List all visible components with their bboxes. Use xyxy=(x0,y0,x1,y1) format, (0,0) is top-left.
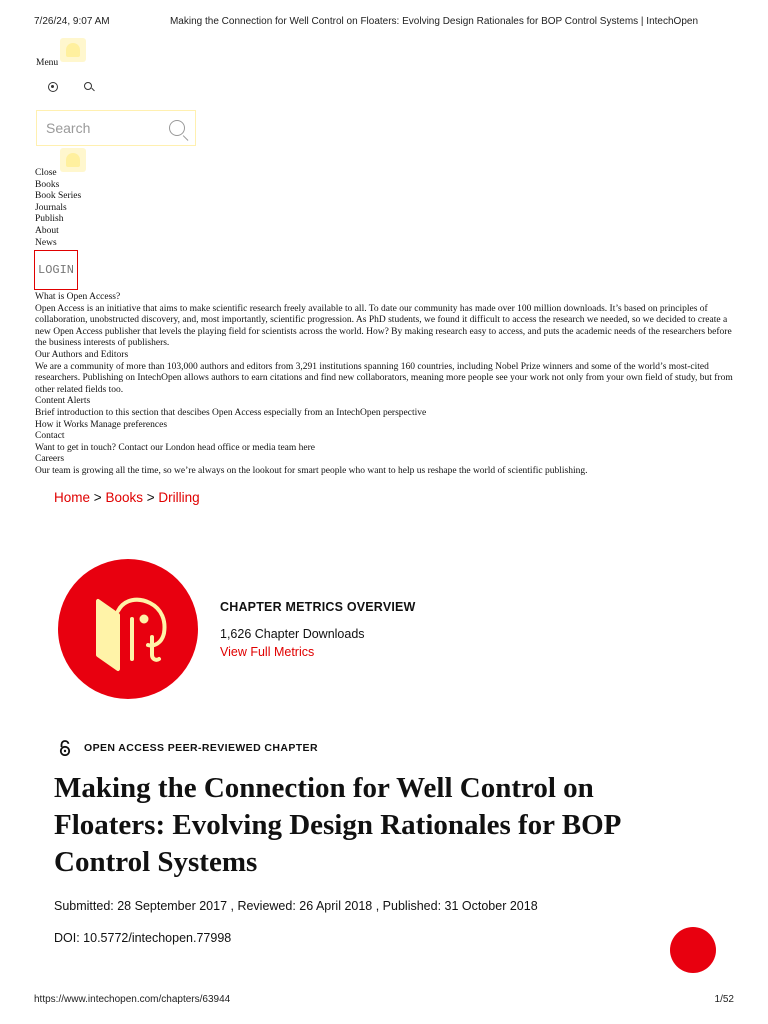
menu-button[interactable]: Menu xyxy=(36,58,59,68)
open-lock-icon xyxy=(58,740,72,756)
authors-editors-heading[interactable]: Our Authors and Editors xyxy=(35,349,129,360)
careers-heading[interactable]: Careers xyxy=(35,454,65,465)
nav-item-journals[interactable]: Journals xyxy=(35,202,67,213)
login-button[interactable]: LOGIN xyxy=(34,250,78,290)
open-access-badge-label: OPEN ACCESS PEER-REVIEWED CHAPTER xyxy=(84,742,318,754)
user-icon[interactable] xyxy=(48,82,58,92)
nav-item-publish[interactable]: Publish xyxy=(35,214,64,225)
search-icon[interactable] xyxy=(84,82,92,90)
content-alerts-heading[interactable]: Content Alerts xyxy=(35,396,91,407)
breadcrumb xyxy=(54,490,200,505)
breadcrumb-books[interactable]: Books xyxy=(105,490,143,505)
view-full-metrics-link[interactable]: View Full Metrics xyxy=(220,645,315,659)
intechopen-elephant-icon xyxy=(58,559,198,699)
nav-item-news[interactable]: News xyxy=(35,237,57,248)
contact-heading[interactable]: Contact xyxy=(35,431,65,442)
open-access-badge xyxy=(58,740,318,756)
metrics-heading: CHAPTER METRICS OVERVIEW xyxy=(220,600,416,614)
nav-item-books[interactable]: Books xyxy=(35,179,60,190)
breadcrumb-separator: > xyxy=(146,490,155,505)
search-submit-icon[interactable] xyxy=(169,120,185,136)
chapter-metrics xyxy=(220,600,416,659)
about-menu-content xyxy=(35,292,735,478)
search-box xyxy=(36,110,196,146)
print-page-number: 1/52 xyxy=(714,994,734,1005)
authors-editors-text: We are a community of more than 103,000 authors and editors from 3,291 institutions spanning 160 countries, including Nobel Prize winners and some of the world’s most-cited researchers. Publishing on IntechOpen allows authors to earn citations and find new collaborators, meaning more people see your work not only from your own field of study, but from other related fields too. xyxy=(35,361,733,395)
how-it-works-link[interactable]: How it Works Manage preferences xyxy=(35,419,168,430)
print-date: 7/26/24, 9:07 AM xyxy=(34,16,110,27)
chapter-dates: Submitted: 28 September 2017 , Reviewed: 26 April 2018 , Published: 31 October 2018 xyxy=(54,899,538,913)
nav-item-book-series[interactable]: Book Series xyxy=(35,191,82,202)
open-access-text: Open Access is an initiative that aims to make scientific research freely available to all. To date our community has made over 100 million downloads. It’s based on principles of collaboration, unobstructed discovery, and, most importantly, scientific progression. As PhD students, we found it difficult to access the research we needed, so we decided to create a new Open Access publisher that levels the playing field for scientists across the world. How? By making research easy to access, and puts the academic needs of the researchers before the business interests of publishers. xyxy=(35,303,732,349)
open-access-heading[interactable]: What is Open Access? xyxy=(35,292,121,302)
content-alerts-text: Brief introduction to this section that descibes Open Access especially from an IntechOpen perspective xyxy=(35,407,427,418)
breadcrumb-separator: > xyxy=(93,490,102,505)
contact-text: Want to get in touch? Contact our London head office or media team here xyxy=(35,442,316,453)
careers-text: Our team is growing all the time, so we’re always on the lookout for smart people who want to help us reshape the world of scientific publishing. xyxy=(35,465,588,476)
chapter-downloads: 1,626 Chapter Downloads xyxy=(220,627,365,641)
chapter-title: Making the Connection for Well Control on Floaters: Evolving Design Rationales for BOP Control Systems xyxy=(54,772,620,878)
nav-item-about[interactable]: About xyxy=(35,225,59,236)
main-nav xyxy=(35,168,81,249)
floating-action-button[interactable] xyxy=(670,927,716,973)
chapter-logo-circle xyxy=(58,559,198,699)
search-input[interactable] xyxy=(37,119,168,137)
breadcrumb-drilling[interactable]: Drilling xyxy=(158,490,200,505)
print-footer xyxy=(34,994,734,1005)
print-url: https://www.intechopen.com/chapters/63944 xyxy=(34,994,231,1005)
print-title: Making the Connection for Well Control on Floaters: Evolving Design Rationales for BOP Control Systems | IntechOpen xyxy=(169,16,699,27)
intechopen-logo[interactable] xyxy=(60,38,86,62)
print-header xyxy=(34,16,734,27)
close-menu-link[interactable]: Close xyxy=(35,168,57,178)
header-icons xyxy=(48,82,92,92)
breadcrumb-home[interactable]: Home xyxy=(54,490,91,505)
chapter-doi[interactable]: DOI: 10.5772/intechopen.77998 xyxy=(54,931,232,945)
